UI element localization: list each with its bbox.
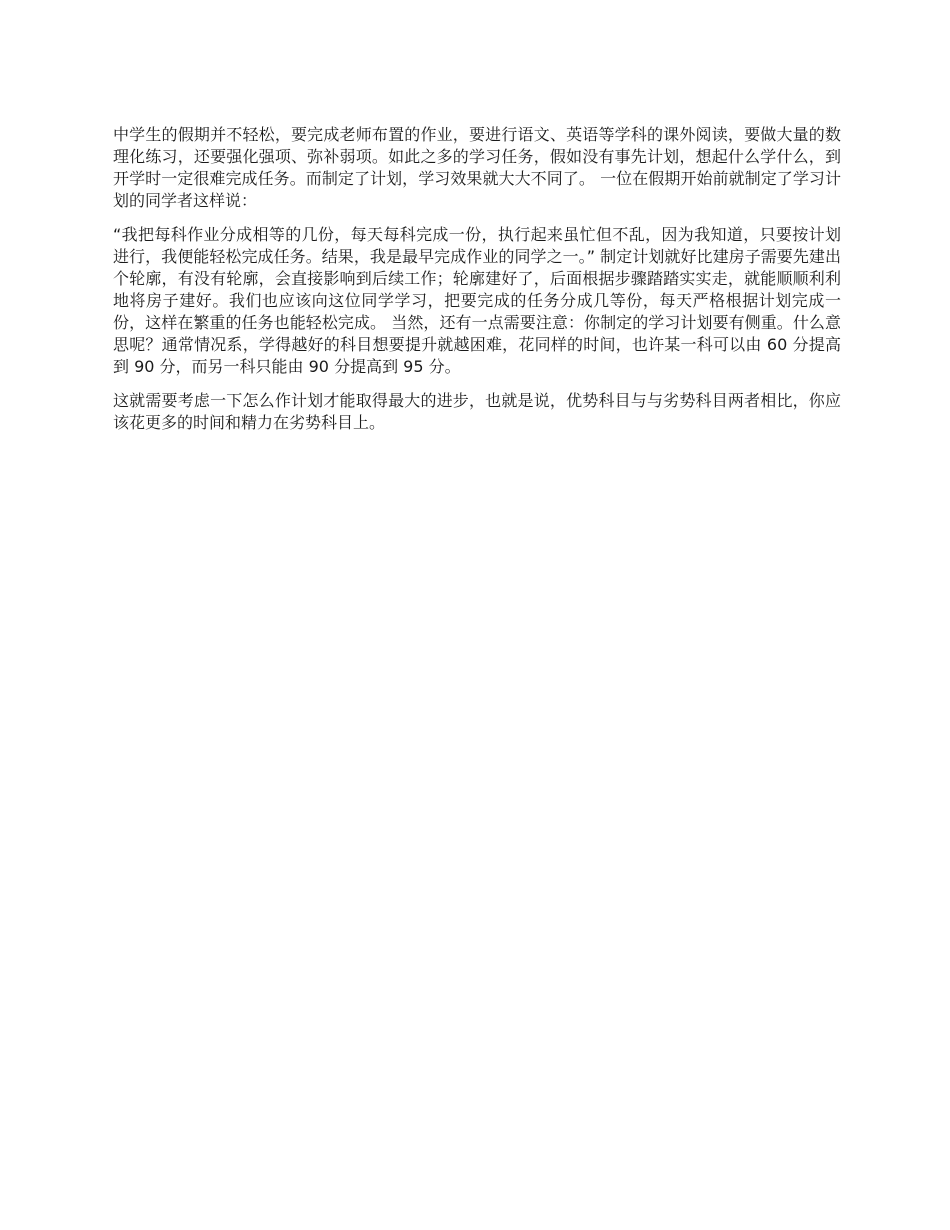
paragraph-1: 中学生的假期并不轻松，要完成老师布置的作业，要进行语文、英语等学科的课外阅读，要做大量的数理化练习，还要强化强项、弥补弱项。如此之多的学习任务，假如没有事先计划，想起什么学什么，到开学时一定很难完成任务。而制定了计划，学习效果就大大不同了。 一位在假期开始前就制定了学习计划的同学者这样说： [113,125,841,210]
paragraph-2: “我把每科作业分成相等的几份，每天每科完成一份，执行起来虽忙但不乱，因为我知道，只要按计划进行，我便能轻松完成任务。结果，我是最早完成作业的同学之一。” 制定计划就好比建房子需要先建出个轮廓，有没有轮廓，会直接影响到后续工作；轮廓建好了，后面根据步骤踏踏实实走，就能顺顺利利地将房子建好。我们也应该向这位同学学习，把要完成的任务分成几等份，每天严格根据计划完成一份，这样在繁重的任务也能轻松完成。 当然，还有一点需要注意：你制定的学习计划要有侧重。什么意思呢？通常情况系，学得越好的科目想要提升就越困难，花同样的时间，也许某一科可以由 60 分提高到 90 分，而另一科只能由 90 分提高到 95 分。 [113,225,841,376]
document-body [113,124,841,446]
paragraph-3: 这就需要考虑一下怎么作计划才能取得最大的进步，也就是说，优势科目与与劣势科目两者相比，你应该花更多的时间和精力在劣势科目上。 [113,391,841,432]
